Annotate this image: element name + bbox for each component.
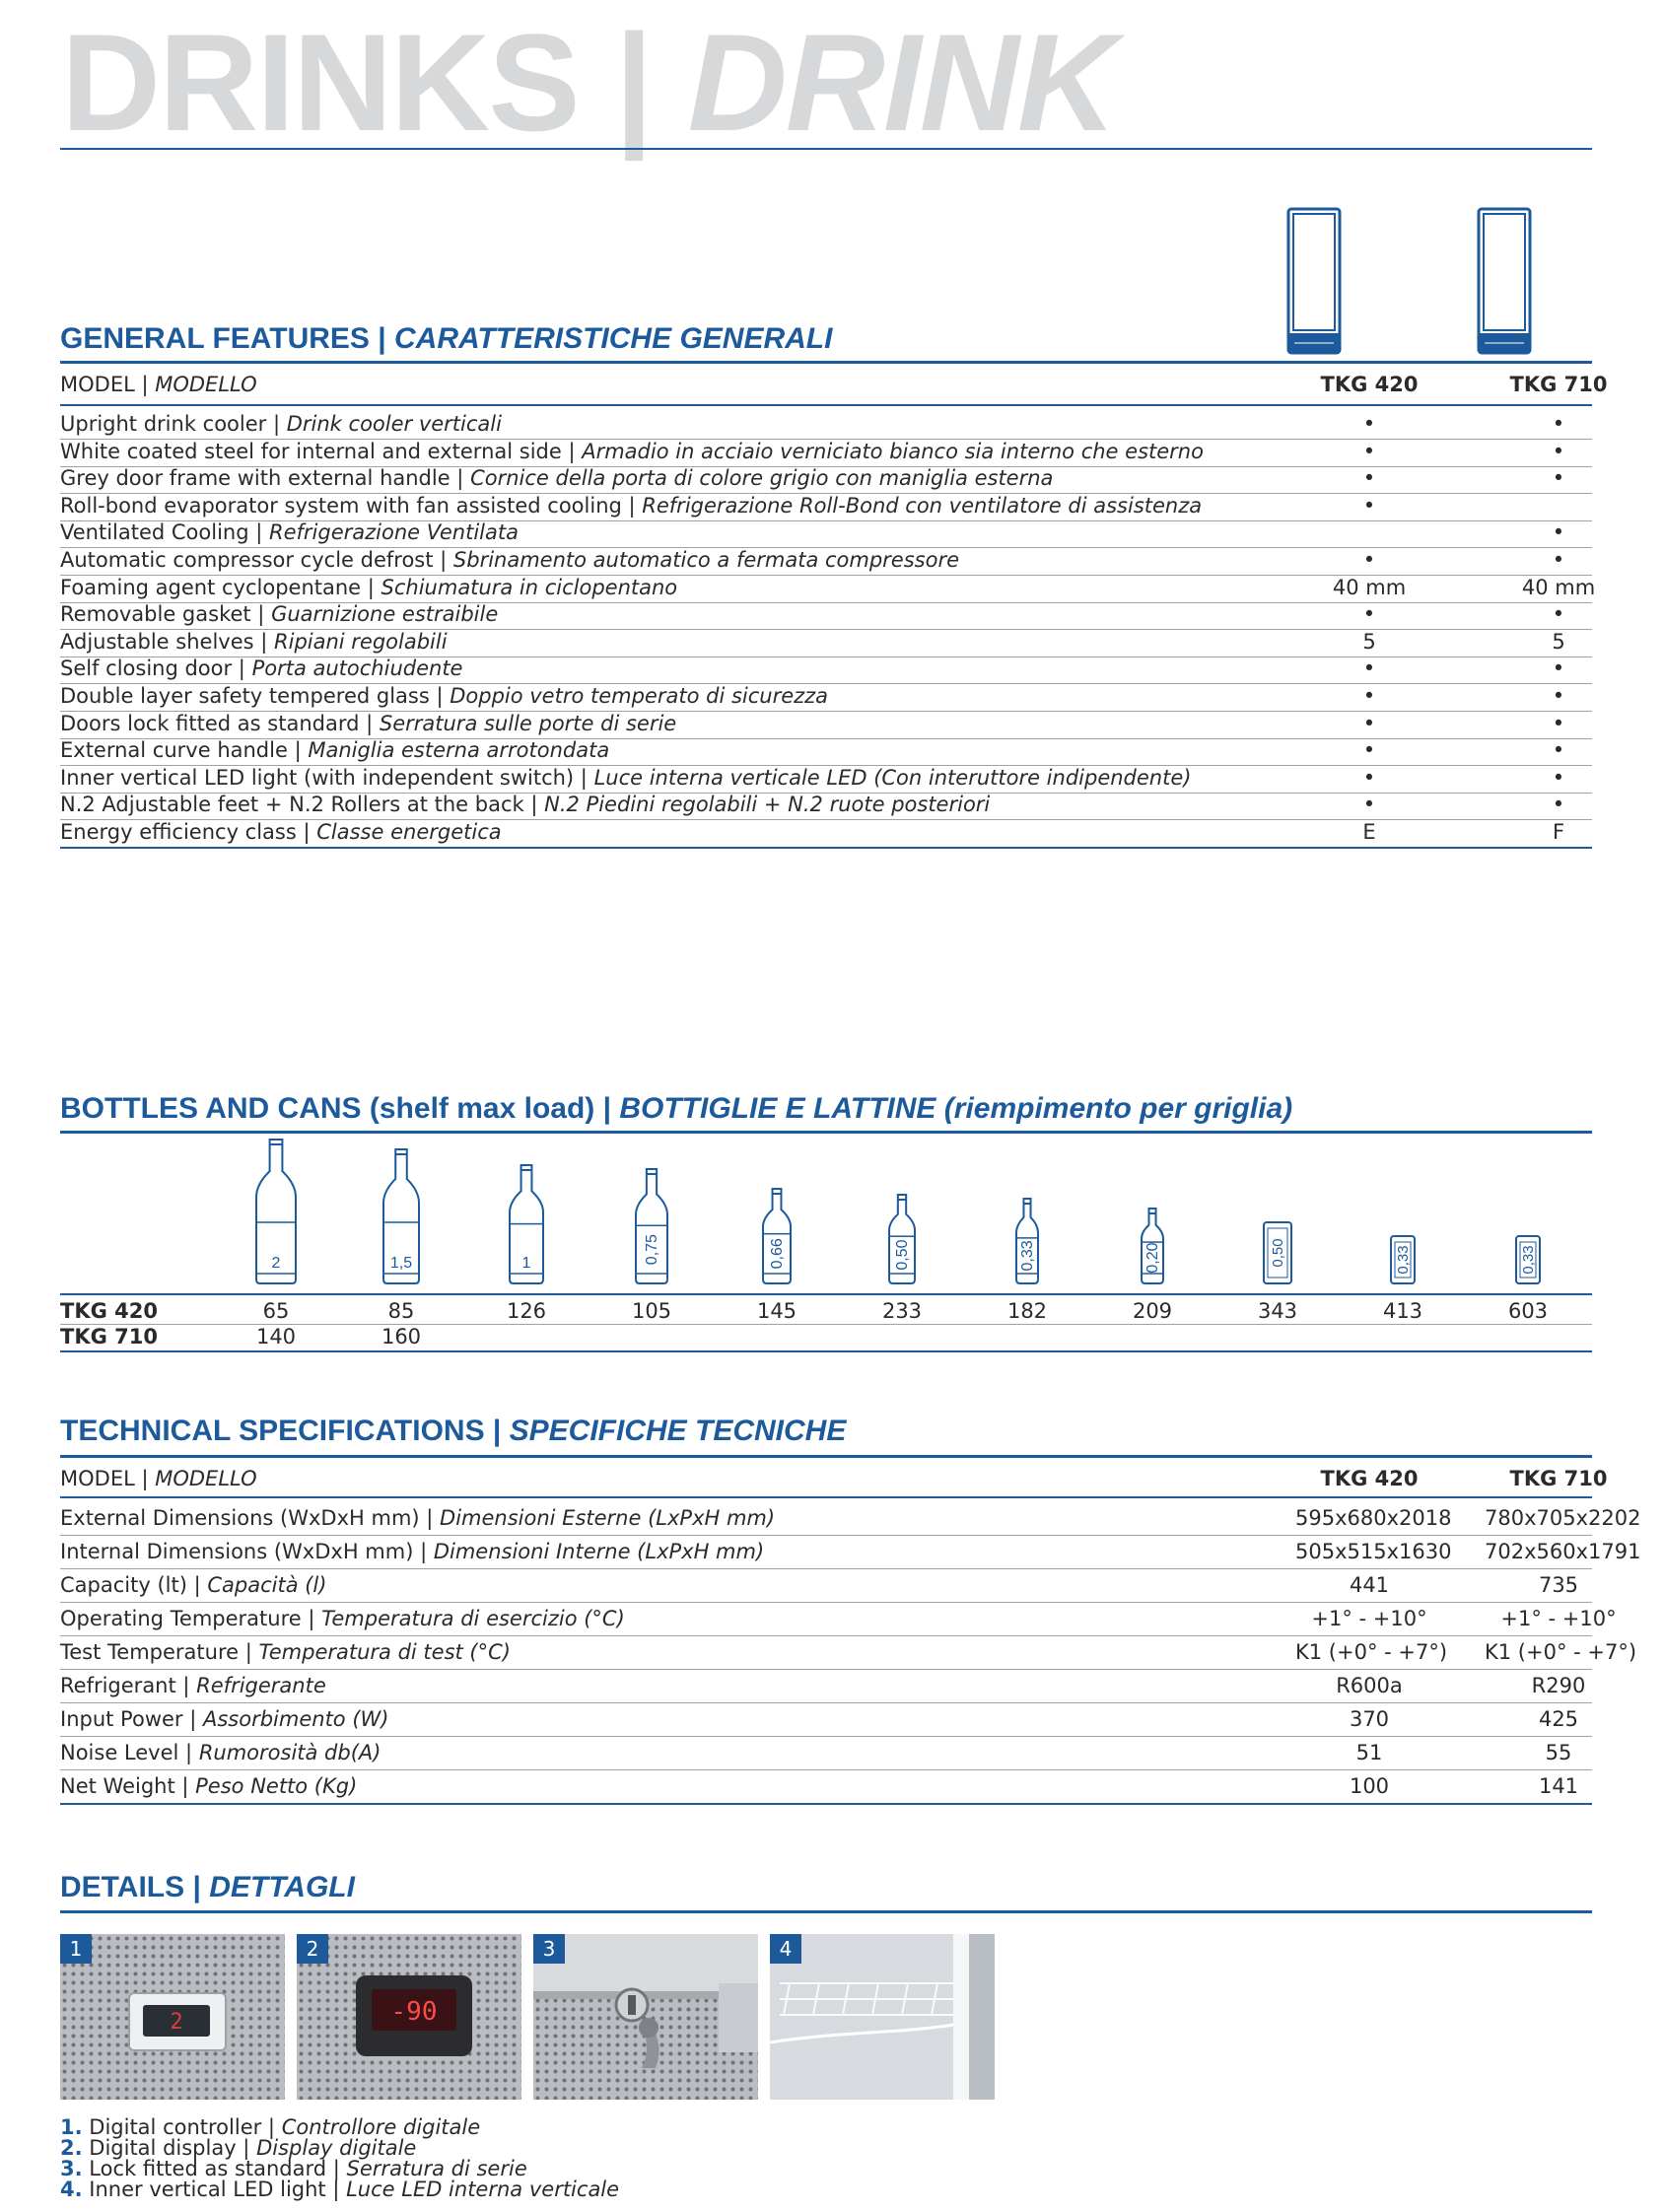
feature-row bbox=[60, 632, 1592, 653]
bottles-value-tkg420: 233 bbox=[881, 1299, 923, 1323]
spec-label-it: Peso Netto (Kg) bbox=[195, 1774, 358, 1798]
row-divider bbox=[60, 847, 1592, 849]
detail-badge-3: 3 bbox=[533, 1934, 565, 1964]
feature-value-tkg710: • bbox=[1552, 520, 1565, 544]
feature-row bbox=[60, 576, 1596, 599]
feature-row bbox=[60, 414, 1592, 435]
spec-value-tkg420: 595x680x2018 bbox=[1295, 1506, 1452, 1530]
spec-value-tkg420: 505x515x1630 bbox=[1295, 1540, 1452, 1563]
container-volume-label: 1,5 bbox=[389, 1255, 413, 1272]
spec-value-tkg710: 55 bbox=[1545, 1741, 1572, 1764]
bottle-icon bbox=[1016, 1199, 1038, 1283]
feature-label-en: Inner vertical LED light (with independent switch) | bbox=[60, 766, 588, 790]
feature-value-tkg710: F bbox=[1552, 820, 1565, 844]
bottle-icon bbox=[256, 1140, 296, 1283]
feature-label-it: Serratura sulle porte di serie bbox=[379, 712, 677, 735]
model-label-en: MODEL | bbox=[60, 373, 149, 396]
detail-badge-4: 4 bbox=[770, 1934, 801, 1964]
bottles-value-tkg420: 182 bbox=[1006, 1299, 1048, 1323]
bottles-heading-it: BOTTIGLIE E LATTINE (riempimento per griglia) bbox=[619, 1092, 1293, 1125]
details-heading-en: DETAILS | bbox=[60, 1871, 201, 1903]
feature-label-it: Ripiani regolabili bbox=[274, 630, 448, 654]
legend-item bbox=[60, 2117, 480, 2138]
legend-number: 3. bbox=[60, 2157, 83, 2180]
bottles-row-tkg710-label: TKG 710 bbox=[60, 1325, 158, 1348]
feature-label-en: Self closing door | bbox=[60, 657, 245, 680]
row-divider bbox=[60, 1602, 1592, 1603]
feature-label-en: Ventilated Cooling | bbox=[60, 520, 263, 544]
feature-row bbox=[60, 604, 1592, 625]
feature-value-tkg710: • bbox=[1552, 712, 1565, 735]
legend-label-it: Controllore digitale bbox=[281, 2115, 481, 2139]
row-divider bbox=[60, 1769, 1592, 1770]
spec-label-it: Assorbimento (W) bbox=[202, 1707, 389, 1731]
row-divider bbox=[60, 1635, 1592, 1636]
spec-label-it: Temperatura di esercizio (°C) bbox=[321, 1607, 625, 1630]
feature-value-tkg420: • bbox=[1362, 548, 1376, 572]
feature-label-it: Refrigerazione Roll-Bond con ventilatore di assistenza bbox=[642, 494, 1203, 518]
container-volume-label: 0,75 bbox=[644, 1234, 660, 1266]
feature-label-it: Classe energetica bbox=[316, 820, 502, 844]
container-volume-label: 0,33 bbox=[1520, 1245, 1537, 1275]
spec-label-it: Temperatura di test (°C) bbox=[258, 1640, 511, 1664]
feature-row bbox=[60, 496, 1592, 517]
detail-badge-1: 1 bbox=[60, 1934, 92, 1964]
general-features-heading bbox=[60, 324, 832, 354]
feature-value-tkg420: 5 bbox=[1362, 630, 1376, 654]
feature-value-tkg710: • bbox=[1552, 466, 1565, 490]
spec-value-tkg710: K1 (+0° - +7°) bbox=[1485, 1640, 1637, 1664]
spec-label-en: External Dimensions (WxDxH mm) | bbox=[60, 1506, 434, 1530]
feature-value-tkg420: 40 mm bbox=[1332, 576, 1407, 599]
row-divider bbox=[60, 1736, 1592, 1737]
general-model-row bbox=[60, 373, 1608, 396]
spec-label-en: Test Temperature | bbox=[60, 1640, 252, 1664]
title-divider bbox=[60, 148, 1592, 150]
spec-label-it: Rumorosità db(A) bbox=[198, 1741, 381, 1764]
container-volume-label: 0,66 bbox=[769, 1238, 786, 1270]
bottle-icon bbox=[510, 1165, 543, 1283]
bottles-value-tkg420: 413 bbox=[1382, 1299, 1423, 1323]
spec-value-tkg420: 370 bbox=[1349, 1707, 1390, 1731]
bottle-icon bbox=[636, 1169, 667, 1283]
spec-label-en: Internal Dimensions (WxDxH mm) | bbox=[60, 1540, 428, 1563]
feature-row bbox=[60, 468, 1592, 489]
feature-label-en: White coated steel for internal and external side | bbox=[60, 440, 576, 463]
spec-value-tkg710: 735 bbox=[1538, 1573, 1579, 1597]
detail-photo-lock bbox=[533, 1934, 758, 2100]
fridge-icon-tkg710 bbox=[1477, 207, 1532, 355]
feature-value-tkg420: • bbox=[1362, 712, 1376, 735]
container-volume-label: 1 bbox=[521, 1255, 531, 1272]
spec-label-en: Noise Level | bbox=[60, 1741, 193, 1764]
tech-column-tkg420: TKG 420 bbox=[1320, 1467, 1419, 1490]
feature-label-en: Roll-bond evaporator system with fan assisted cooling | bbox=[60, 494, 636, 518]
row-divider bbox=[60, 1568, 1592, 1569]
feature-label-en: Double layer safety tempered glass | bbox=[60, 684, 444, 708]
feature-value-tkg420: • bbox=[1362, 440, 1376, 463]
feature-row bbox=[60, 550, 1592, 571]
bottle-icon bbox=[763, 1189, 791, 1283]
feature-row bbox=[60, 658, 1592, 679]
tech-header-rule bbox=[60, 1496, 1592, 1498]
feature-value-tkg420: • bbox=[1362, 766, 1376, 790]
controller-display-reading: 2 bbox=[170, 2010, 183, 2035]
spec-row bbox=[60, 1676, 1592, 1696]
detail-photo-display bbox=[297, 1934, 521, 2100]
tech-model-label-en: MODEL | bbox=[60, 1467, 149, 1490]
title-separator: | bbox=[614, 5, 652, 160]
bottles-value-tkg710: 160 bbox=[381, 1325, 422, 1348]
feature-label-it: Armadio in acciaio verniciato bianco sia interno che esterno bbox=[582, 440, 1204, 463]
feature-value-tkg710: 40 mm bbox=[1521, 576, 1596, 599]
feature-label-en: Removable gasket | bbox=[60, 602, 265, 626]
feature-value-tkg710: • bbox=[1552, 548, 1565, 572]
legend-item bbox=[60, 2138, 416, 2159]
spec-row bbox=[60, 1540, 1641, 1563]
legend-number: 1. bbox=[60, 2115, 83, 2139]
feature-label-it: Schiumatura in ciclopentano bbox=[381, 576, 678, 599]
legend-item bbox=[60, 2179, 619, 2200]
container-icons bbox=[0, 1134, 1664, 1291]
legend-label-it: Display digitale bbox=[256, 2136, 417, 2160]
tech-heading-it: SPECIFICHE TECNICHE bbox=[509, 1415, 847, 1447]
spec-value-tkg710: +1° - +10° bbox=[1500, 1607, 1617, 1630]
feature-value-tkg710: • bbox=[1552, 738, 1565, 762]
feature-label-it: Sbrinamento automatico a fermata compressore bbox=[452, 548, 960, 572]
spec-value-tkg420: 100 bbox=[1349, 1774, 1390, 1798]
feature-value-tkg420: • bbox=[1362, 684, 1376, 708]
container-volume-label: 0,50 bbox=[894, 1239, 911, 1271]
column-tkg710: TKG 710 bbox=[1509, 373, 1608, 396]
feature-value-tkg420: • bbox=[1362, 793, 1376, 816]
bottles-table-bottom-rule bbox=[60, 1350, 1592, 1352]
feature-value-tkg420: • bbox=[1362, 602, 1376, 626]
container-volume-label: 0,33 bbox=[1019, 1240, 1036, 1272]
legend-item bbox=[60, 2159, 527, 2179]
bottles-table-top-rule bbox=[60, 1293, 1592, 1295]
page-title bbox=[61, 5, 1115, 160]
feature-label-it: Drink cooler verticali bbox=[286, 412, 502, 436]
spec-value-tkg420: +1° - +10° bbox=[1311, 1607, 1427, 1630]
spec-label-en: Operating Temperature | bbox=[60, 1607, 315, 1630]
feature-row bbox=[60, 822, 1592, 843]
row-divider bbox=[60, 1535, 1592, 1536]
feature-row bbox=[60, 686, 1592, 707]
feature-label-it: Cornice della porta di colore grigio con maniglia esterna bbox=[470, 466, 1054, 490]
feature-label-en: External curve handle | bbox=[60, 738, 302, 762]
bottles-heading-en: BOTTLES AND CANS (shelf max load) | bbox=[60, 1092, 611, 1125]
spec-row bbox=[60, 1743, 1592, 1763]
spec-label-en: Net Weight | bbox=[60, 1774, 189, 1798]
feature-row bbox=[60, 795, 1592, 815]
general-heading-rule bbox=[60, 361, 1592, 364]
bottles-row-tkg420-label: TKG 420 bbox=[60, 1299, 158, 1323]
spec-value-tkg420: 51 bbox=[1355, 1741, 1383, 1764]
legend-label-en: Lock fitted as standard | bbox=[89, 2157, 340, 2180]
feature-value-tkg710: • bbox=[1552, 412, 1565, 436]
legend-label-it: Serratura di serie bbox=[346, 2157, 527, 2180]
spec-row bbox=[60, 1575, 1592, 1596]
feature-label-it: Guarnizione estraibile bbox=[271, 602, 499, 626]
spec-value-tkg710: 780x705x2202 bbox=[1485, 1506, 1641, 1530]
feature-label-it: N.2 Piedini regolabili + N.2 ruote posteriori bbox=[544, 793, 991, 816]
feature-value-tkg420: • bbox=[1362, 412, 1376, 436]
feature-label-en: Adjustable shelves | bbox=[60, 630, 268, 654]
container-volume-label: 2 bbox=[271, 1255, 281, 1272]
row-divider bbox=[60, 1702, 1592, 1703]
feature-value-tkg420: • bbox=[1362, 657, 1376, 680]
title-italic: DRINK bbox=[687, 5, 1115, 160]
tech-model-row bbox=[60, 1467, 1608, 1490]
bottles-value-tkg420: 105 bbox=[631, 1299, 672, 1323]
feature-value-tkg420: • bbox=[1362, 494, 1376, 518]
feature-row bbox=[60, 442, 1592, 462]
bottle-icon bbox=[383, 1149, 419, 1283]
feature-value-tkg420: • bbox=[1362, 466, 1376, 490]
feature-value-tkg710: • bbox=[1552, 684, 1565, 708]
feature-label-it: Refrigerazione Ventilata bbox=[269, 520, 519, 544]
spec-value-tkg710: 141 bbox=[1538, 1774, 1579, 1798]
detail-photo-controller bbox=[60, 1934, 285, 2100]
feature-value-tkg710: • bbox=[1552, 766, 1565, 790]
bottles-value-tkg420: 65 bbox=[262, 1299, 290, 1323]
feature-value-tkg710: • bbox=[1552, 440, 1565, 463]
spec-value-tkg420: K1 (+0° - +7°) bbox=[1295, 1640, 1448, 1664]
spec-value-tkg710: R290 bbox=[1531, 1674, 1586, 1697]
spec-row bbox=[60, 1776, 1592, 1797]
spec-label-en: Capacity (lt) | bbox=[60, 1573, 201, 1597]
spec-row bbox=[60, 1709, 1592, 1730]
legend-label-en: Digital display | bbox=[89, 2136, 250, 2160]
bottle-icon bbox=[889, 1195, 915, 1283]
fridge-icon-tkg420 bbox=[1286, 207, 1342, 355]
can-icon bbox=[1264, 1222, 1291, 1283]
spec-row bbox=[60, 1607, 1617, 1630]
container-volume-label: 0,20 bbox=[1144, 1242, 1161, 1274]
spec-value-tkg420: R600a bbox=[1336, 1674, 1403, 1697]
container-volume-label: 0,33 bbox=[1395, 1245, 1412, 1275]
spec-value-tkg420: 441 bbox=[1349, 1573, 1390, 1597]
detail-badge-2: 2 bbox=[297, 1934, 328, 1964]
feature-label-en: Energy efficiency class | bbox=[60, 820, 311, 844]
legend-number: 2. bbox=[60, 2136, 83, 2160]
feature-label-en: N.2 Adjustable feet + N.2 Rollers at the back | bbox=[60, 793, 538, 816]
spec-label-en: Refrigerant | bbox=[60, 1674, 190, 1697]
can-icon bbox=[1391, 1236, 1415, 1283]
legend-number: 4. bbox=[60, 2177, 83, 2201]
row-divider bbox=[60, 1669, 1592, 1670]
details-heading-rule bbox=[60, 1910, 1592, 1913]
spec-label-it: Capacità (l) bbox=[207, 1573, 327, 1597]
model-label-it: MODELLO bbox=[155, 373, 257, 396]
bottle-icon bbox=[1142, 1209, 1163, 1283]
tech-column-tkg710: TKG 710 bbox=[1509, 1467, 1608, 1490]
spec-row bbox=[60, 1640, 1637, 1664]
display-reading: -90 bbox=[390, 1997, 438, 2027]
feature-value-tkg420: E bbox=[1362, 820, 1376, 844]
feature-label-en: Grey door frame with external handle | bbox=[60, 466, 464, 490]
spec-label-en: Input Power | bbox=[60, 1707, 197, 1731]
general-heading-it: CARATTERISTICHE GENERALI bbox=[394, 322, 833, 355]
tech-model-label-it: MODELLO bbox=[155, 1467, 257, 1490]
feature-label-en: Foaming agent cyclopentane | bbox=[60, 576, 375, 599]
tech-heading-en: TECHNICAL SPECIFICATIONS | bbox=[60, 1415, 502, 1447]
tech-heading-rule bbox=[60, 1455, 1592, 1458]
spec-label-it: Refrigerante bbox=[196, 1674, 326, 1697]
bottles-value-tkg420: 85 bbox=[387, 1299, 415, 1323]
feature-row bbox=[60, 522, 1592, 543]
feature-row bbox=[60, 768, 1592, 789]
column-tkg420: TKG 420 bbox=[1320, 373, 1419, 396]
feature-value-tkg710: 5 bbox=[1552, 630, 1565, 654]
feature-row bbox=[60, 740, 1592, 761]
legend-label-en: Inner vertical LED light | bbox=[89, 2177, 340, 2201]
feature-label-it: Luce interna verticale LED (Con interuttore indipendente) bbox=[593, 766, 1192, 790]
bottles-value-tkg420: 126 bbox=[506, 1299, 547, 1323]
bottles-value-tkg420: 343 bbox=[1257, 1299, 1298, 1323]
bottles-value-tkg420: 603 bbox=[1507, 1299, 1549, 1323]
spec-value-tkg710: 425 bbox=[1538, 1707, 1579, 1731]
spec-label-it: Dimensioni Esterne (LxPxH mm) bbox=[440, 1506, 776, 1530]
feature-label-en: Upright drink cooler | bbox=[60, 412, 281, 436]
spec-row bbox=[60, 1506, 1641, 1530]
spec-label-it: Dimensioni Interne (LxPxH mm) bbox=[433, 1540, 765, 1563]
details-heading-it: DETTAGLI bbox=[209, 1871, 355, 1903]
legend-label-it: Luce LED interna verticale bbox=[346, 2177, 620, 2201]
details-heading bbox=[60, 1873, 355, 1902]
bottles-value-tkg710: 140 bbox=[255, 1325, 297, 1348]
feature-label-it: Porta autochiudente bbox=[251, 657, 463, 680]
general-header-rule bbox=[60, 404, 1592, 406]
feature-label-en: Automatic compressor cycle defrost | bbox=[60, 548, 448, 572]
feature-value-tkg710: • bbox=[1552, 602, 1565, 626]
feature-value-tkg420: • bbox=[1362, 738, 1376, 762]
bottles-value-tkg420: 145 bbox=[756, 1299, 797, 1323]
general-heading-en: GENERAL FEATURES | bbox=[60, 322, 386, 355]
feature-label-it: Doppio vetro temperato di sicurezza bbox=[450, 684, 829, 708]
tech-specs-heading bbox=[60, 1417, 846, 1446]
detail-photo-led-light bbox=[770, 1934, 995, 2100]
row-divider bbox=[60, 1803, 1592, 1805]
title-main: DRINKS bbox=[61, 5, 579, 160]
bottles-heading bbox=[60, 1094, 1292, 1124]
feature-value-tkg710: • bbox=[1552, 657, 1565, 680]
bottles-value-tkg420: 209 bbox=[1132, 1299, 1173, 1323]
legend-label-en: Digital controller | bbox=[89, 2115, 275, 2139]
feature-value-tkg710: • bbox=[1552, 793, 1565, 816]
feature-label-it: Maniglia esterna arrotondata bbox=[308, 738, 610, 762]
feature-row bbox=[60, 714, 1592, 734]
feature-label-en: Doors lock fitted as standard | bbox=[60, 712, 374, 735]
can-icon bbox=[1516, 1236, 1540, 1283]
container-volume-label: 0,50 bbox=[1270, 1238, 1286, 1268]
spec-value-tkg710: 702x560x1791 bbox=[1485, 1540, 1641, 1563]
